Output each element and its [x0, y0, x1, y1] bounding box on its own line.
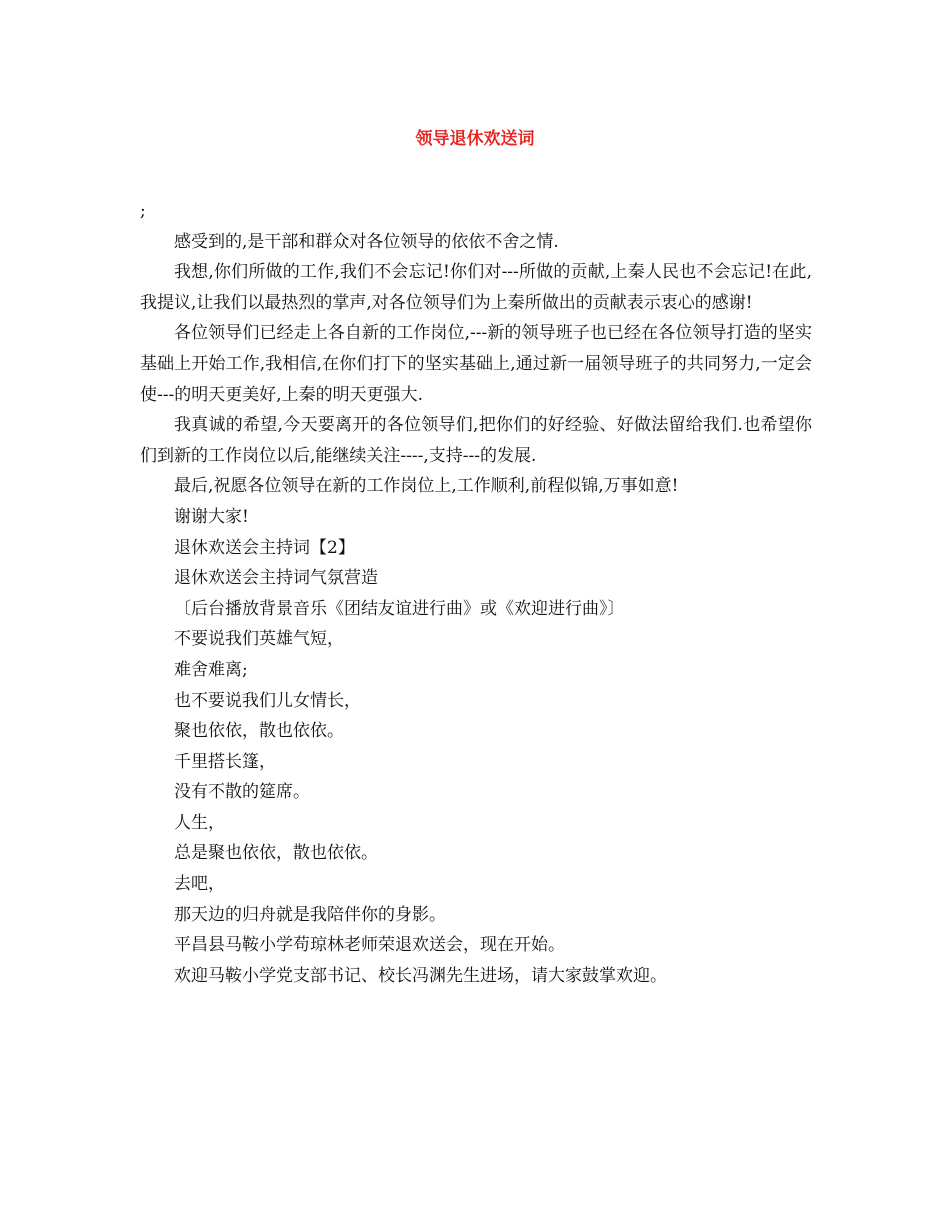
- paragraph: 谢谢大家!: [174, 506, 249, 527]
- poem-line: 总是聚也依依，散也依依。: [174, 843, 378, 864]
- poem-line: 没有不散的筵席。: [174, 782, 310, 803]
- paragraph: 〔后台播放背景音乐《团结友谊进行曲》或《欢迎进行曲》〕: [174, 598, 625, 619]
- poem-line: 也不要说我们儿女情长，: [174, 690, 361, 711]
- poem-line: 难舍难离;: [174, 659, 248, 680]
- poem-line: 不要说我们英雄气短，: [174, 629, 344, 650]
- paragraph: 我真诚的希望,今天要离开的各位领导们,把你们的好经验、好做法留给我们.也希望你们到新的工作岗位以后,能继续关注----,支持---的发展.: [140, 415, 812, 466]
- paragraph: 平昌县马鞍小学苟琼林老师荣退欢送会，现在开始。: [174, 935, 565, 956]
- paragraph: 最后,祝愿各位领导在新的工作岗位上,工作顺利,前程似锦,万事如意!: [174, 476, 679, 497]
- paragraph: ;: [140, 201, 146, 221]
- poem-line: 人生，: [174, 812, 225, 833]
- document-body: [140, 196, 812, 991]
- paragraph: 感受到的,是干部和群众对各位领导的依依不舍之情.: [174, 231, 559, 252]
- poem-line: 聚也依依，散也依依。: [174, 721, 344, 742]
- paragraph: 退休欢送会主持词气氛营造: [174, 568, 378, 589]
- document-title: 领导退休欢送词: [415, 129, 535, 149]
- paragraph: 我想,你们所做的工作,我们不会忘记!你们对---所做的贡献,上秦人民也不会忘记!在此,我提议,让我们以最热烈的掌声,对各位领导们为上秦所做出的贡献表示衷心的感谢!: [140, 262, 812, 313]
- poem-line: 千里搭长篷，: [174, 751, 276, 772]
- poem-line: 去吧，: [174, 874, 225, 895]
- paragraph: 各位领导们已经走上各自新的工作岗位,---新的领导班子也已经在各位领导打造的坚实基础上开始工作,我相信,在你们打下的坚实基础上,通过新一届领导班子的共同努力,一定会使---的明天更美好,上秦的明天更强大.: [140, 323, 812, 405]
- paragraph: 欢迎马鞍小学党支部书记、校长冯渊先生进场，请大家鼓掌欢迎。: [174, 965, 667, 986]
- section-heading: 退休欢送会主持词【2】: [174, 537, 355, 558]
- poem-line: 那天边的归舟就是我陪伴你的身影。: [174, 904, 446, 925]
